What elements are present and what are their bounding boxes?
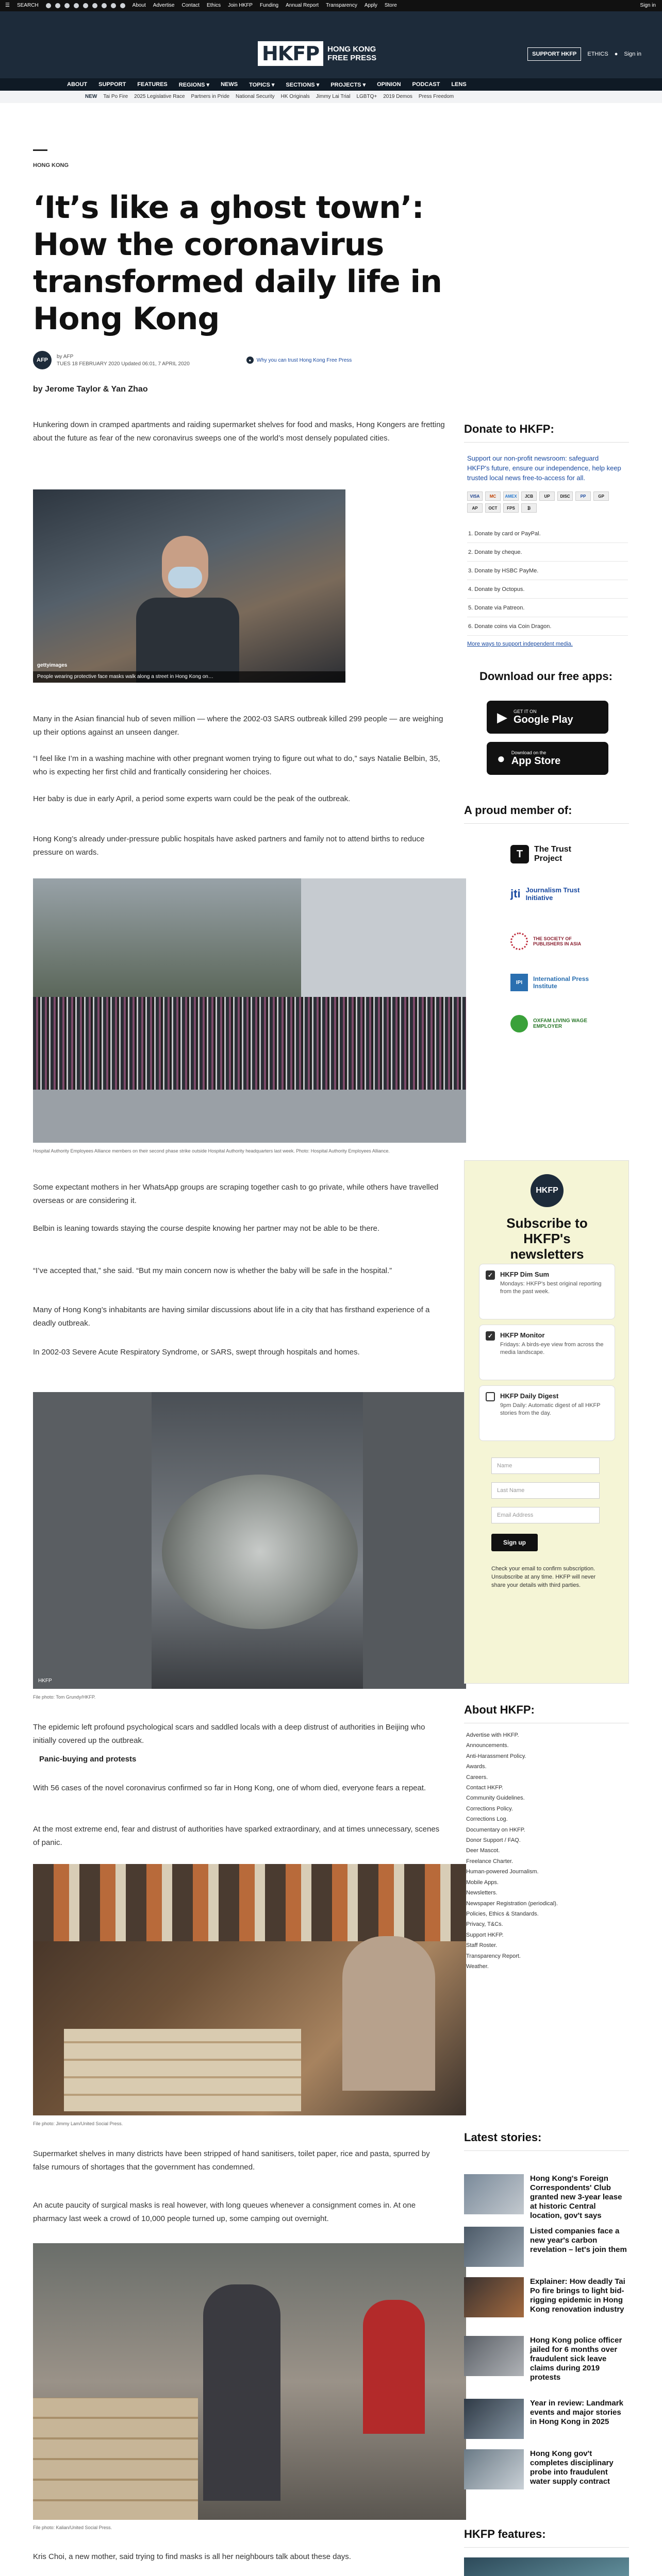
latest-story[interactable] [464,2336,629,2382]
person-in-coat [203,2284,280,2501]
about-link[interactable]: Freelance Charter. [466,1858,514,1865]
about-link[interactable]: Weather. [466,1963,489,1970]
article-header [33,149,466,394]
about-link[interactable]: Careers. [466,1774,488,1781]
about-link[interactable]: Policies, Ethics & Standards. [466,1910,539,1917]
top-link-ethics[interactable]: Ethics [206,3,221,8]
about-link[interactable]: Deer Mascot. [466,1848,500,1854]
figure-caption: File photo: Tom Grundy/HKFP. [33,1694,96,1700]
story-thumbnail [464,2227,524,2267]
facebook-icon[interactable] [46,3,51,8]
about-link[interactable]: Documentary on HKFP. [466,1826,525,1833]
newsletter-badge: HKFP [531,1174,564,1207]
story-title: Listed companies face a new year's carbon revelation – let's join them [530,2227,627,2254]
divider [464,2547,629,2548]
about-link[interactable]: Community Guidelines. [466,1795,525,1802]
oxfam-icon [510,1015,528,1032]
subnav-new-label: NEW [85,94,97,99]
unionpay-icon: UP [539,492,555,501]
subnav-item[interactable]: Tai Po Fire [103,94,128,99]
story-thumbnail [464,2174,524,2214]
fps-icon: FPS [503,503,519,513]
more-ways-link[interactable]: More ways to support independent media. [467,641,573,647]
story-title: Hong Kong's Foreign Correspondents' Club granted new 3-year lease at historic Central location, gov't says [530,2174,622,2220]
checkbox-empty-icon[interactable] [486,1392,495,1401]
mastercard-icon: MC [485,492,501,501]
hospital-exterior-photo[interactable] [33,1392,466,1689]
photo-caption: People wearing protective face masks walk along a street in Hong Kong on… [37,674,213,680]
about-link[interactable]: Corrections Policy. [466,1805,513,1812]
amex-icon: AMEX [503,492,519,501]
figure-caption: File photo: Jimmy Lam/United Social Press. [33,2121,123,2126]
subnav-item[interactable]: Partners in Pride [191,94,230,99]
story-title: Hong Kong police officer jailed for 6 months over fraudulent sick leave claims during 2019 protests [530,2336,622,2382]
member-name: The Trust Project [534,845,572,863]
about-link[interactable]: Human-powered Journalism. [466,1869,539,1875]
logo-line-1: HONG KONG [327,45,376,54]
about-link[interactable]: Staff Roster. [466,1942,498,1949]
about-link[interactable]: Transparency Report. [466,1953,521,1959]
paragraph: An acute paucity of surgical masks is real however, with long queues whenever a consignment comes in. At one pharmacy last week a crowd of 10,000 people turned up, some camping out overnight. [33,2201,416,2223]
jti-icon: jti [510,887,521,900]
strike-rally-photo[interactable] [33,878,466,1143]
newsletter-option-daily-digest[interactable] [479,1385,615,1441]
top-utility-bar [0,0,662,11]
newsletter-option-dim-sum[interactable] [479,1264,615,1319]
google-play-button[interactable] [487,701,608,734]
top-link-apply[interactable]: Apply [364,3,377,8]
features-heading: HKFP features: [464,2528,546,2540]
about-link[interactable]: Mobile Apps. [466,1879,499,1886]
about-link[interactable]: Advertise with HKFP. [466,1732,519,1738]
latest-heading: Latest stories: [464,2131,542,2144]
about-link[interactable]: Newsletters. [466,1890,498,1896]
search-link[interactable]: SEARCH [16,3,39,8]
option-name: HKFP Monitor [500,1331,545,1339]
option-desc: Fridays: A birds-eye view from across the media landscape. [500,1342,604,1355]
apple-icon: ● [497,750,505,766]
figure-2 [33,878,466,1143]
face-mask [168,567,202,588]
paragraph: “I’ve accepted that,” she said. “But my main concern now is whether the baby will be safe in the hospital.” [33,1266,392,1275]
crowd-street-photo[interactable] [33,489,345,683]
visa-icon: VISA [467,492,483,501]
rss-icon[interactable] [120,3,125,8]
last-name-field[interactable]: Last Name [491,1482,600,1499]
divider [464,442,629,443]
latest-story[interactable] [464,2399,629,2439]
member-ipi[interactable] [510,974,600,991]
story-thumbnail [464,2399,524,2439]
option-desc: Mondays: HKFP's best original reporting from the past week. [500,1281,602,1295]
section-subheading: Panic-buying and protests [39,1755,137,1764]
donate-option-payme[interactable]: 3. Donate by HSBC PayMe. [467,562,628,580]
figure-coat [136,598,239,683]
member-jti[interactable] [510,886,583,902]
figure-caption: Hospital Authority Employees Alliance members on their second phase strike outside Hospital Authority headquarters last week. Photo: Hospital Authority Employees Alliance. [33,1148,390,1154]
figure-5 [33,2243,466,2520]
nav-news[interactable]: NEWS [221,81,238,88]
right-wall [363,1392,466,1689]
story-thumbnail [464,2449,524,2489]
payment-logos [467,492,622,513]
app-store-line-2: App Store [511,755,561,767]
mask-queue-photo[interactable] [33,1864,466,2115]
donate-heading: Donate to HKFP: [464,422,554,435]
trust-project-icon: T [510,845,529,863]
about-heading: About HKFP: [464,1703,535,1716]
option-name: HKFP Daily Digest [500,1392,559,1400]
boxes [33,2398,198,2520]
about-link[interactable]: Privacy, T&Cs. [466,1921,503,1928]
google-play-icon: ▶ [497,709,507,725]
hkfp-badge-icon: ● [246,357,254,364]
latest-story[interactable] [464,2227,629,2267]
member-heading: A proud member of: [464,804,572,817]
red-jacket-person [363,2300,425,2434]
apps-heading: Download our free apps: [479,670,613,683]
latest-story[interactable] [464,2277,629,2317]
subnav-item[interactable]: Press Freedom [418,94,454,99]
story-thumbnail [464,2277,524,2317]
photo-credit: gettyimages [37,663,68,668]
paypal-icon: PP [575,492,591,501]
google-play-line-2: Google Play [514,714,573,725]
top-link-annual-report[interactable]: Annual Report [286,3,319,8]
member-name: OXFAM LIVING WAGE EMPLOYER [533,1018,588,1029]
about-link[interactable]: Corrections Log. [466,1816,508,1823]
about-link[interactable]: Contact HKFP. [466,1785,503,1791]
nav-support[interactable]: SUPPORT [98,81,126,88]
donate-option-coin-dragon[interactable]: 6. Donate coins via Coin Dragon. [467,617,628,636]
photo-credit: HKFP [38,1678,52,1684]
discover-icon: DISC [557,492,573,501]
social-icons [46,3,125,8]
about-link[interactable]: Awards. [466,1764,487,1770]
latest-story[interactable] [464,2174,629,2221]
nav-topics[interactable]: TOPICS ▾ [249,82,275,88]
paragraph: Her baby is due in early April, a period some experts warn could be the peak of the outbreak. [33,794,351,803]
shelves [33,1864,466,1941]
about-link[interactable]: Newspaper Registration (periodical). [466,1900,558,1907]
paragraph: Kris Choi, a new mother, said trying to find masks is all her neighbours talk about these days. [33,2552,351,2561]
top-link-transparency[interactable]: Transparency [326,3,357,8]
main-navigation [0,78,662,91]
paragraph: Many of Hong Kong’s inhabitants are having similar discussions about life in a city that has firsthand experience of a deadly outbreak. [33,1306,430,1328]
google-pay-icon: GP [593,492,609,501]
newsletter-title: Subscribe to HKFP's newsletters [506,1215,588,1262]
newsletter-option-monitor[interactable] [479,1325,615,1380]
sopa-icon [510,933,528,950]
apple-pay-icon: AP [467,503,483,513]
top-link-join[interactable]: Join HKFP [228,3,253,8]
kicker-rule [33,149,47,151]
subnav-item[interactable]: 2019 Demos [383,94,412,99]
subnav-item[interactable]: National Security [236,94,275,99]
menu-icon[interactable]: ☰ [5,3,10,8]
nav-podcast[interactable]: PODCAST [412,81,440,88]
paragraph: At the most extreme end, fear and distrust of authorities have sparked extraordinary, and at times unnecessary, scenes of panic. [33,1825,440,1847]
story-title: Hong Kong gov't completes disciplinary probe into fraudulent water supply contract [530,2449,614,2486]
publish-dates: TUES 18 FEBRUARY 2020 Updated 06:01, 7 APRIL 2020 [57,361,190,367]
subnav-item[interactable]: Jimmy Lai Trial [316,94,351,99]
figure-caption: File photo: Kalian/United Social Press. [33,2525,112,2530]
option-name: HKFP Dim Sum [500,1270,550,1278]
mastodon-icon[interactable] [111,3,116,8]
feature-story[interactable] [464,2557,629,2576]
top-sign-in[interactable]: Sign in [640,3,656,8]
member-name: International Press Institute [533,975,589,990]
story-title: Year in review: Landmark events and major stories in Hong Kong in 2025 [530,2399,623,2426]
logo-mark: HKFP [258,41,323,66]
nav-lens[interactable]: LENS [451,81,467,88]
trending-subnav [0,91,662,103]
paragraph: Belbin is leaning towards staying the course despite knowing her partner may not be able to be there. [33,1224,380,1233]
option-desc: 9pm Daily: Automatic digest of all HKFP stories from the day. [500,1402,601,1416]
newsletter-box [464,1160,629,1684]
threads-icon[interactable] [92,3,97,8]
nav-opinion[interactable]: OPINION [377,81,401,88]
paragraph: Many in the Asian financial hub of seven million — where the 2002-03 SARS outbreak killed 299 people — are weighing up their options against an unseen danger. [33,715,443,737]
about-link[interactable]: Support HKFP. [466,1931,504,1938]
article-title: ‘It’s like a ghost town’: How the coronavirus transformed daily life in Hong Kong [33,190,442,337]
site-logo[interactable] [258,41,376,66]
checkbox-checked-icon[interactable]: ✓ [486,1270,495,1280]
nav-sections[interactable]: SECTIONS ▾ [286,82,320,88]
donate-option-card[interactable]: 1. Donate by card or PayPal. [467,524,628,543]
boxes [64,2029,301,2111]
top-link-about[interactable]: About [132,3,146,8]
about-links-list [466,1730,626,1972]
divider [464,823,629,824]
masked-man [342,1936,435,2091]
latest-story[interactable] [464,2449,629,2489]
figure-1 [33,489,345,683]
paragraph: Hong Kong’s already under-pressure public hospitals have asked partners and family not to attend births to reduce pressure on wards. [33,835,425,857]
support-hkfp-button[interactable]: SUPPORT HKFP [527,47,581,61]
member-oxfam[interactable] [510,1015,590,1032]
trust-link[interactable] [246,357,352,364]
donate-option-patreon[interactable]: 5. Donate via Patreon. [467,599,628,617]
crowd [33,997,466,1100]
nav-regions[interactable]: REGIONS ▾ [178,82,210,88]
article-authors: by Jerome Taylor & Yan Zhao [33,385,148,394]
about-link[interactable]: Donor Support / FAQ. [466,1837,521,1844]
paragraph: In 2002-03 Severe Acute Respiratory Syndrome, or SARS, swept through hospitals and homes. [33,1348,360,1357]
user-icon[interactable]: ● [614,51,618,57]
figure-4 [33,1864,466,2115]
paragraph: Hunkering down in cramped apartments and raiding supermarket shelves for food and masks, Hong Kongers are fretting about the future as fear of the new coronavirus sweeps one of the world’s most densely populated cities. [33,420,445,443]
member-trust-project[interactable] [510,845,586,863]
top-link-store[interactable]: Store [384,3,397,8]
paragraph: “I feel like I’m in a washing machine with other pregnant women trying to figure out what to do,” says Natalie Belbin, 35, who is expecting her first child and frantically considering her choices. [33,754,440,776]
google-play-line-1: GET IT ON [514,708,537,714]
subnav-item[interactable]: LGBTQ+ [356,94,377,99]
nav-about[interactable]: ABOUT [67,81,88,88]
instagram-icon[interactable] [64,3,70,8]
member-sopa[interactable] [510,933,590,950]
paragraph: With 56 cases of the novel coronavirus confirmed so far in Hong Kong, one of whom died, everyone fears a repeat. [33,1784,426,1792]
logo-line-2: FREE PRESS [327,54,377,62]
donate-description[interactable]: Support our non-profit newsroom: safeguard HKFP's future, ensure our independence, help keep trusted local news free-to-access for all. [467,454,621,482]
donate-option-octopus[interactable]: 4. Donate by Octopus. [467,580,628,599]
feature-thumbnail [464,2557,629,2576]
donate-options-list [467,524,628,636]
crypto-icon: ₿ [521,503,537,513]
header-sign-in[interactable]: Sign in [624,51,641,57]
story-title: Explainer: How deadly Tai Po fire brings to light bid-rigging epidemic in Hong Kong renovation industry [530,2277,625,2314]
top-link-contact[interactable]: Contact [181,3,200,8]
jcb-icon: JCB [521,492,537,501]
youtube-icon[interactable] [74,3,79,8]
checkbox-checked-icon[interactable]: ✓ [486,1331,495,1341]
article-category[interactable]: HONG KONG [33,162,69,168]
about-link[interactable]: Announcements. [466,1742,509,1749]
member-name: THE SOCIETY OF PUBLISHERS IN ASIA [533,936,582,946]
story-thumbnail [464,2336,524,2376]
app-store-button[interactable] [487,742,608,775]
nav-projects[interactable]: PROJECTS ▾ [330,82,366,88]
donate-option-cheque[interactable]: 2. Donate by cheque. [467,543,628,562]
octopus-icon: OCT [485,503,501,513]
subnav-item[interactable]: 2025 Legislative Race [134,94,185,99]
steps [33,1090,466,1143]
author-avatar[interactable]: AFP [33,351,52,369]
top-link-advertise[interactable]: Advertise [153,3,175,8]
subnav-item[interactable]: HK Originals [280,94,310,99]
author-name[interactable]: by AFP [57,353,74,360]
trust-link-text: Why you can trust Hong Kong Free Press [256,357,352,363]
first-name-field[interactable]: Name [491,1458,600,1474]
trees [162,1475,358,1629]
paragraph: Some expectant mothers in her WhatsApp groups are scraping together cash to go private, while others have travelled overseas or are considering it. [33,1183,439,1205]
member-name: Journalism Trust Initiative [525,886,580,902]
paragraph: The epidemic left profound psychological scars and saddled locals with a deep distrust of authorities in Beijing who initially covered up the outbreak. [33,1723,425,1745]
app-store-line-1: Download on the [511,750,547,755]
nav-features[interactable]: FEATURES [137,81,168,88]
left-wall [33,1392,152,1689]
divider [464,2150,629,2151]
email-field[interactable]: Email Address [491,1507,600,1523]
site-header [0,11,662,78]
ethics-link[interactable]: ETHICS [587,51,608,57]
figure-3 [33,1392,466,1689]
sign-up-button[interactable]: Sign up [491,1534,538,1551]
top-link-funding[interactable]: Funding [259,3,279,8]
ipi-icon: IPI [510,974,528,991]
x-icon[interactable] [55,3,60,8]
about-link[interactable]: Anti-Harassment Policy. [466,1753,526,1759]
newsletter-note: Check your email to confirm subscription. Unsubscribe at any time. HKFP will never share your details with third parties. [491,1566,596,1588]
telegram-icon[interactable] [102,3,107,8]
byline-row [33,351,466,369]
mask-distribution-photo[interactable] [33,2243,466,2520]
paragraph: Supermarket shelves in many districts have been stripped of hand sanitisers, toilet paper, rice and pasta, spurred by false rumours of shortages that the government has condemned. [33,2149,430,2172]
building [301,878,466,1012]
linkedin-icon[interactable] [83,3,88,8]
